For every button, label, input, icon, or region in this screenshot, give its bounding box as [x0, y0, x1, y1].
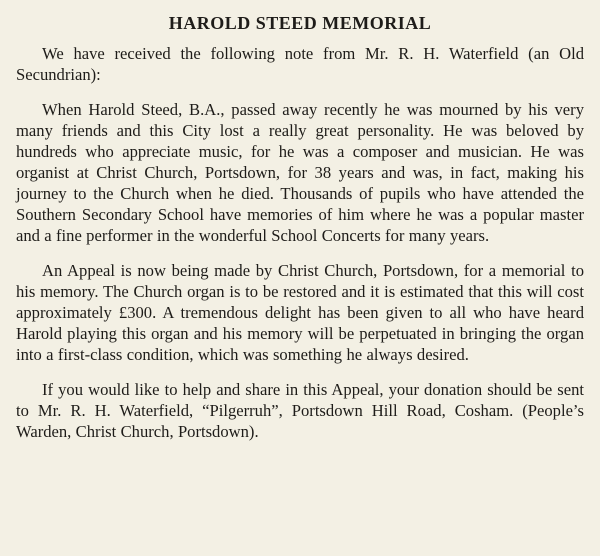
- tribute-paragraph: When Harold Steed, B.A., passed away recently he was mourned by his very many friends and this City lost a really great personality. He was beloved by hundreds who appreciate music, for he was a composer and musician. He was organist at Christ Church, Portsdown, for 38 years and was, in fact, making his journey to the Church when he died. Thousands of pupils who have attended the Southern Secondary School have memories of him where he was a popular master and a fine performer in the wonderful School Concerts for many years.: [16, 100, 584, 245]
- appeal-paragraph: An Appeal is now being made by Christ Church, Portsdown, for a memorial to his memory. The Church organ is to be restored and it is estimated that this will cost approximately £300. A tremendous delight has been given to all who have heard Harold playing this organ and his memory will be perpetuated in bringing the organ into a first-class condition, which was something he always desired.: [16, 261, 584, 364]
- article-title: HAROLD STEED MEMORIAL: [168, 13, 432, 33]
- intro-paragraph: We have received the following note from Mr. R. H. Waterfield (an Old Secundrian):: [16, 44, 584, 84]
- donation-paragraph: If you would like to help and share in this Appeal, your donation should be sent to Mr. R. H. Waterfield, “Pilgerruh”, Portsdown Hill Road, Cosham. (People’s Warden, Christ Church, Portsdown).: [16, 380, 584, 441]
